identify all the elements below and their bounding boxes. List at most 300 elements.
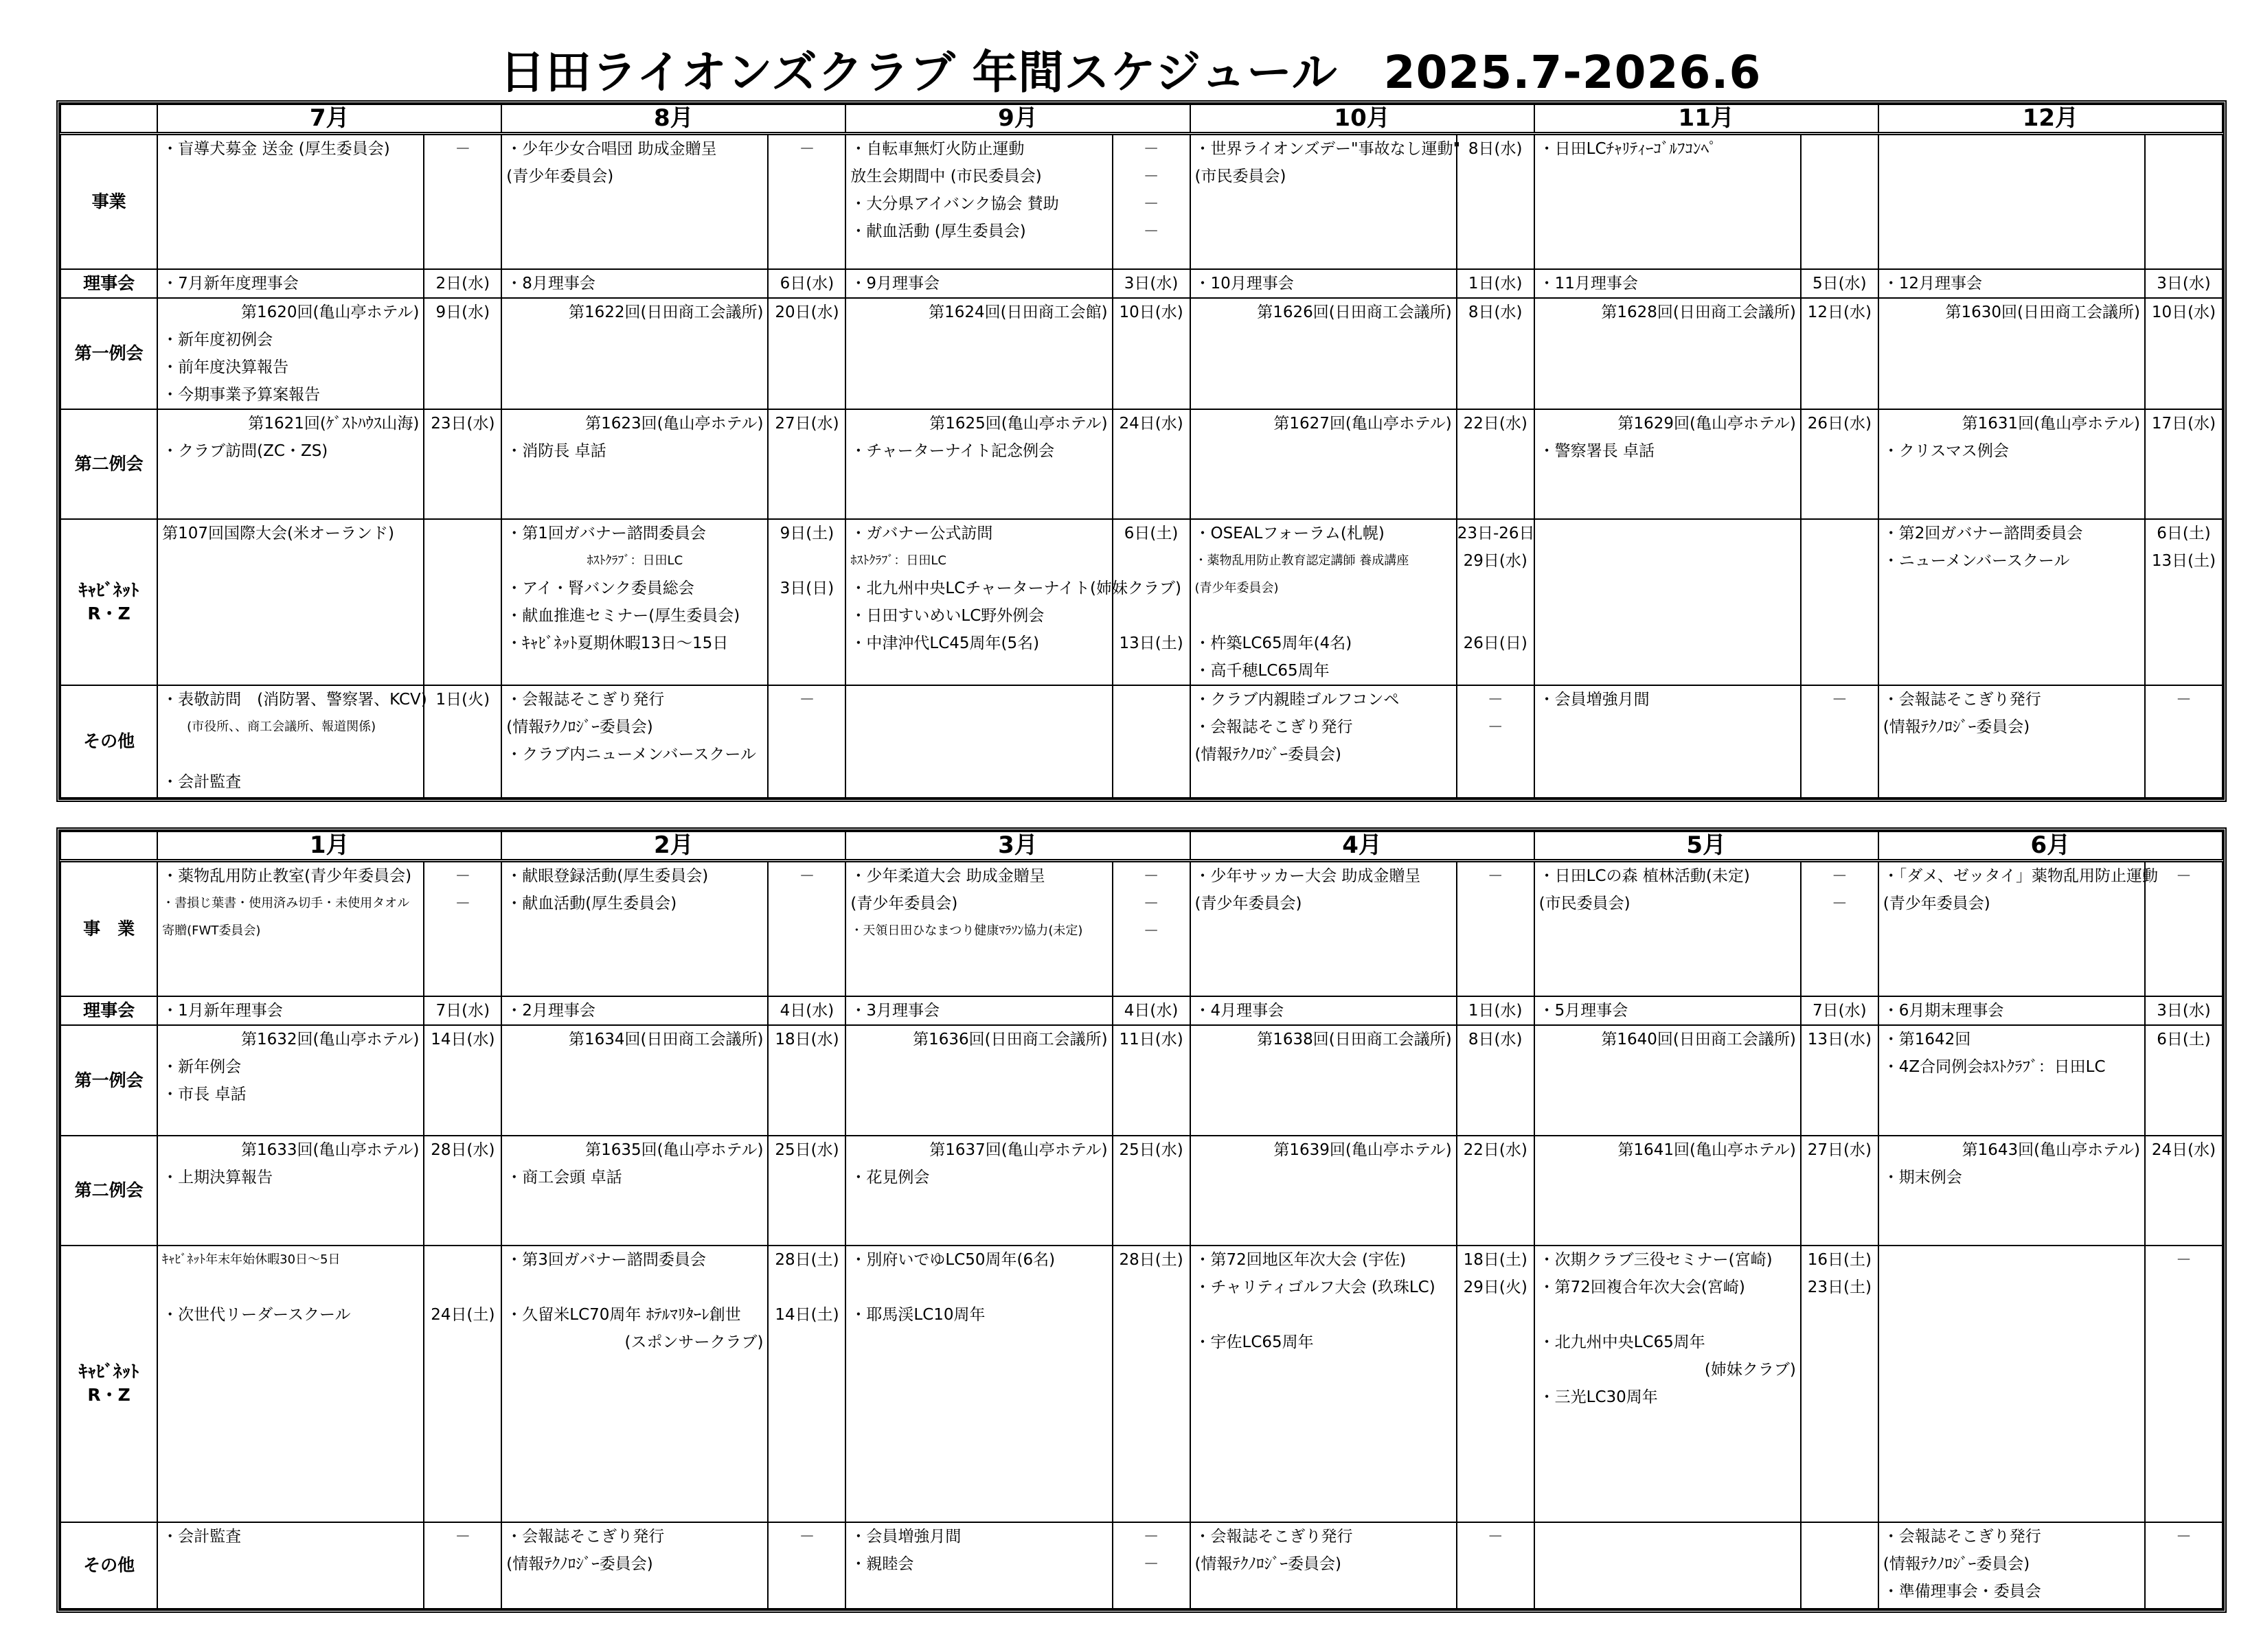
event-line: (青少年委員会) bbox=[850, 894, 958, 913]
event-line: ・第72回地区年次大会 (宇佐) bbox=[1194, 1251, 1407, 1270]
date-cell bbox=[424, 996, 501, 1025]
date-line: 25日(水) bbox=[1119, 1140, 1183, 1159]
date-cell bbox=[424, 269, 501, 298]
date-cell bbox=[1113, 409, 1190, 519]
event-line: ・期末例会 bbox=[1883, 1168, 1962, 1186]
date-cell bbox=[1801, 1136, 1878, 1246]
event-line: ・ｷｬﾋﾞﾈｯﾄ夏期休暇13日～15日 bbox=[506, 634, 729, 652]
row-label-jigyo: 事業 bbox=[60, 133, 157, 269]
event-line: ・商工会頭 卓話 bbox=[506, 1168, 622, 1186]
event-line: (情報ﾃｸﾉﾛｼﾞｰ委員会) bbox=[1883, 1555, 2030, 1573]
date-line: － bbox=[1831, 867, 1848, 885]
date-line: 20日(水) bbox=[775, 303, 839, 321]
event-cell bbox=[845, 860, 1112, 996]
event-line: ・会報誌そこぎり発行 bbox=[1194, 1527, 1353, 1546]
date-cell bbox=[424, 1025, 501, 1135]
event-line: 第1630回(日田商工会議所) bbox=[1945, 303, 2140, 321]
event-line: ・表敬訪問 (消防署、警察署、KCV) bbox=[162, 691, 427, 709]
event-line: ・献血活動(厚生委員会) bbox=[506, 894, 677, 913]
event-cell bbox=[1190, 1025, 1457, 1135]
event-line: ・6月期末理事会 bbox=[1883, 1002, 2004, 1020]
event-cell bbox=[845, 269, 1112, 298]
date-cell bbox=[1113, 1246, 1190, 1522]
month-header: 3月 bbox=[845, 831, 1190, 860]
event-line: ﾎｽﾄｸﾗﾌﾞ：日田LC bbox=[850, 553, 947, 568]
event-cell bbox=[1190, 1246, 1457, 1522]
event-line: (情報ﾃｸﾉﾛｼﾞｰ委員会) bbox=[506, 718, 653, 736]
row-label-second-meeting: 第二例会 bbox=[60, 1136, 157, 1246]
date-line: 29日(火) bbox=[1463, 1278, 1527, 1297]
date-cell bbox=[424, 685, 501, 798]
event-line: ・杵築LC65周年(4名) bbox=[1194, 634, 1352, 652]
month-header: 1月 bbox=[157, 831, 501, 860]
event-cell bbox=[1534, 996, 1801, 1025]
date-line: 27日(水) bbox=[775, 415, 839, 433]
date-line bbox=[1113, 602, 1190, 630]
event-cell bbox=[501, 1246, 768, 1522]
event-line: ・北九州中央LC65周年 bbox=[1538, 1333, 1705, 1352]
event-line: (情報ﾃｸﾉﾛｼﾞｰ委員会) bbox=[1194, 1555, 1341, 1573]
row-label-first-meeting: 第一例会 bbox=[60, 1025, 157, 1135]
date-cell bbox=[2145, 298, 2223, 409]
event-cell bbox=[157, 1136, 424, 1246]
event-line: ・中津沖代LC45周年(5名) bbox=[850, 634, 1040, 652]
date-cell bbox=[1801, 269, 1878, 298]
row-label-second-meeting: 第二例会 bbox=[60, 409, 157, 519]
event-cell bbox=[1878, 133, 2145, 269]
event-line: ・準備理事会・委員会 bbox=[1883, 1582, 2041, 1601]
date-cell bbox=[768, 269, 845, 298]
date-line: 3日(水) bbox=[2157, 275, 2211, 292]
date-cell bbox=[1113, 269, 1190, 298]
event-cell bbox=[157, 269, 424, 298]
event-cell bbox=[1534, 685, 1801, 798]
date-line: － bbox=[1487, 1527, 1503, 1546]
event-line: 第1627回(亀山亭ホテル) bbox=[1273, 415, 1452, 433]
event-cell bbox=[1878, 409, 2145, 519]
event-line: ・耶馬渓LC10周年 bbox=[850, 1306, 986, 1324]
date-line: － bbox=[1143, 921, 1159, 940]
date-line: 7日(水) bbox=[1813, 1002, 1867, 1020]
date-line: 9日(土) bbox=[780, 525, 834, 542]
event-line: ・盲導犬募金 送金 (厚生委員会) bbox=[162, 139, 390, 158]
corner-cell bbox=[60, 831, 157, 860]
date-line: 23日(水) bbox=[431, 415, 495, 433]
date-line: － bbox=[455, 1527, 471, 1546]
date-cell bbox=[768, 133, 845, 269]
event-cell bbox=[1534, 860, 1801, 996]
event-line: ・大分県アイバンク協会 賛助 bbox=[850, 194, 1059, 213]
event-cell bbox=[1878, 1136, 2145, 1246]
date-line: 3日(日) bbox=[780, 580, 834, 597]
date-line: 13日(土) bbox=[2151, 552, 2216, 570]
date-line: 6日(水) bbox=[780, 275, 834, 292]
event-line: 第1620回(亀山亭ホテル) bbox=[241, 303, 420, 321]
date-line: － bbox=[1143, 222, 1159, 240]
date-line: 22日(水) bbox=[1463, 1140, 1527, 1159]
date-line: 9日(水) bbox=[435, 303, 490, 321]
date-line: － bbox=[1143, 867, 1159, 885]
event-line: ・アイ・腎バンク委員総会 bbox=[506, 580, 694, 597]
event-cell bbox=[157, 409, 424, 519]
corner-cell bbox=[60, 104, 157, 133]
date-cell bbox=[1801, 996, 1878, 1025]
event-cell bbox=[1534, 1025, 1801, 1135]
event-line: ・親睦会 bbox=[850, 1555, 914, 1573]
date-line: 22日(水) bbox=[1463, 415, 1527, 433]
date-cell bbox=[768, 860, 845, 996]
event-cell bbox=[1534, 133, 1801, 269]
event-line: ・少年柔道大会 助成金贈呈 bbox=[850, 867, 1045, 885]
event-line: ・会員増強月間 bbox=[850, 1527, 962, 1546]
event-line: ・少年サッカー大会 助成金贈呈 bbox=[1194, 867, 1421, 885]
date-line: － bbox=[2175, 1527, 2192, 1546]
event-cell bbox=[1878, 519, 2145, 685]
date-line: － bbox=[1143, 139, 1159, 158]
date-cell bbox=[424, 409, 501, 519]
event-line: 第1639回(亀山亭ホテル) bbox=[1273, 1140, 1452, 1159]
date-cell bbox=[1113, 298, 1190, 409]
event-line: 第1628回(日田商工会議所) bbox=[1601, 303, 1796, 321]
date-cell bbox=[2145, 269, 2223, 298]
event-line: ・会報誌そこぎり発行 bbox=[506, 691, 665, 709]
event-line: 第1622回(日田商工会議所) bbox=[568, 303, 764, 321]
event-line: ・10月理事会 bbox=[1194, 275, 1294, 292]
date-line: 3日(水) bbox=[2157, 1002, 2211, 1020]
event-line: ・前年度決算報告 bbox=[162, 358, 289, 376]
date-cell bbox=[1113, 996, 1190, 1025]
date-line: 6日(土) bbox=[2157, 1031, 2211, 1049]
event-line: ・7月新年度理事会 bbox=[162, 275, 299, 292]
event-line: (青少年委員会) bbox=[1883, 894, 1990, 913]
event-line: (情報ﾃｸﾉﾛｼﾞｰ委員会) bbox=[1883, 718, 2030, 736]
date-cell bbox=[2145, 996, 2223, 1025]
month-header: 2月 bbox=[501, 831, 845, 860]
event-line: 第1621回(ｹﾞｽﾄﾊｳｽ山海) bbox=[248, 415, 420, 433]
date-cell bbox=[1113, 1136, 1190, 1246]
event-cell bbox=[501, 409, 768, 519]
event-line: (情報ﾃｸﾉﾛｼﾞｰ委員会) bbox=[506, 1555, 653, 1573]
event-cell bbox=[1878, 269, 2145, 298]
event-cell bbox=[845, 1522, 1112, 1609]
event-line: ・世界ライオンズデー"事故なし運動" bbox=[1194, 139, 1461, 158]
event-line bbox=[1191, 1301, 1456, 1329]
date-cell bbox=[2145, 133, 2223, 269]
row-rijikai bbox=[60, 996, 2223, 1025]
event-cell bbox=[1878, 298, 2145, 409]
date-line: 12日(水) bbox=[1807, 303, 1872, 321]
event-line: ・天領日田ひなまつり健康ﾏﾗｿﾝ協力(未定) bbox=[850, 923, 1083, 938]
date-cell bbox=[1801, 1522, 1878, 1609]
date-line: － bbox=[1487, 718, 1503, 736]
date-line: 14日(水) bbox=[431, 1031, 495, 1049]
date-cell bbox=[1801, 860, 1878, 996]
event-line: ・会計監査 bbox=[162, 773, 242, 791]
event-line: 第1643回(亀山亭ホテル) bbox=[1962, 1140, 2140, 1159]
date-line: 10日(水) bbox=[2151, 303, 2216, 321]
date-cell bbox=[1801, 685, 1878, 798]
event-line: ・会報誌そこぎり発行 bbox=[1883, 691, 2041, 709]
event-line: 第1625回(亀山亭ホテル) bbox=[929, 415, 1108, 433]
date-cell bbox=[1457, 1136, 1534, 1246]
row-cabinet-rz bbox=[60, 1246, 2223, 1522]
date-line: － bbox=[1143, 167, 1159, 185]
event-line: ・上期決算報告 bbox=[162, 1168, 273, 1186]
event-line: (スポンサークラブ) bbox=[624, 1333, 764, 1352]
event-line: ・12月理事会 bbox=[1883, 275, 1983, 292]
date-line: 28日(土) bbox=[775, 1251, 839, 1270]
row-label-jigyo: 事 業 bbox=[60, 860, 157, 996]
date-line bbox=[1457, 602, 1534, 630]
date-line: － bbox=[799, 1527, 815, 1546]
event-cell bbox=[1878, 996, 2145, 1025]
event-line: (市民委員会) bbox=[1538, 894, 1631, 913]
event-line: ・チャーターナイト記念例会 bbox=[850, 442, 1055, 460]
event-line: ﾎｽﾄｸﾗﾌﾞ：日田LC bbox=[587, 553, 683, 568]
date-line: 13日(土) bbox=[1119, 634, 1183, 652]
event-cell bbox=[1190, 1136, 1457, 1246]
row-second-meeting bbox=[60, 409, 2223, 519]
event-line: ・新年度初例会 bbox=[162, 331, 273, 349]
date-cell bbox=[768, 519, 845, 685]
date-cell bbox=[1457, 685, 1534, 798]
month-header-row bbox=[60, 104, 2223, 133]
event-line: ・書損じ葉書・使用済み切手・未使用タオル bbox=[162, 895, 410, 910]
event-line: ・薬物乱用防止教育認定講師 養成講座 bbox=[1194, 553, 1409, 568]
row-label-rijikai: 理事会 bbox=[60, 269, 157, 298]
date-cell bbox=[1113, 1522, 1190, 1609]
date-cell bbox=[424, 1246, 501, 1522]
date-line: － bbox=[799, 691, 815, 709]
event-line: ・11月理事会 bbox=[1538, 275, 1638, 292]
date-cell bbox=[1801, 298, 1878, 409]
date-line bbox=[1113, 547, 1190, 575]
event-line: 第1641回(亀山亭ホテル) bbox=[1617, 1140, 1796, 1159]
row-other bbox=[60, 685, 2223, 798]
row-jigyo bbox=[60, 860, 2223, 996]
event-cell bbox=[1878, 1246, 2145, 1522]
month-header: 7月 bbox=[157, 104, 501, 133]
event-line: ・献眼登録活動(厚生委員会) bbox=[506, 867, 709, 885]
event-cell bbox=[1534, 1246, 1801, 1522]
date-line: 27日(水) bbox=[1807, 1140, 1872, 1159]
date-cell bbox=[1457, 1025, 1534, 1135]
event-cell bbox=[1534, 1522, 1801, 1609]
event-line: 第1636回(日田商工会議所) bbox=[913, 1031, 1108, 1049]
event-cell bbox=[501, 298, 768, 409]
date-line: 6日(土) bbox=[2157, 525, 2211, 542]
event-line: 第1637回(亀山亭ホテル) bbox=[929, 1140, 1108, 1159]
event-cell bbox=[1190, 519, 1457, 685]
event-line: ・9月理事会 bbox=[850, 275, 940, 292]
date-line: 29日(水) bbox=[1463, 552, 1527, 570]
date-line: 26日(日) bbox=[1463, 634, 1527, 652]
month-header-row bbox=[60, 831, 2223, 860]
event-cell bbox=[157, 996, 424, 1025]
event-line: ・別府いでゆLC50周年(6名) bbox=[850, 1251, 1056, 1270]
date-line: 4日(水) bbox=[1124, 1002, 1179, 1020]
date-cell bbox=[1457, 1522, 1534, 1609]
event-line: ・1月新年理事会 bbox=[162, 1002, 283, 1020]
event-cell bbox=[845, 298, 1112, 409]
event-line: ・第3回ガバナー諮問委員会 bbox=[506, 1251, 706, 1270]
event-line bbox=[1191, 602, 1456, 630]
row-jigyo bbox=[60, 133, 2223, 269]
event-line: (市役所、、商工会議所、報道関係) bbox=[162, 720, 376, 734]
date-cell bbox=[424, 1522, 501, 1609]
event-cell bbox=[845, 996, 1112, 1025]
date-line: 25日(水) bbox=[775, 1140, 839, 1159]
row-label-cabinet-rz: ｷｬﾋﾞﾈｯﾄ R・Z bbox=[60, 519, 157, 685]
date-cell bbox=[1801, 519, 1878, 685]
event-line: ・3月理事会 bbox=[850, 1002, 940, 1020]
date-cell bbox=[1113, 519, 1190, 685]
event-line: 第1638回(日田商工会議所) bbox=[1257, 1031, 1452, 1049]
date-cell bbox=[1457, 409, 1534, 519]
schedule-table-jan-jun bbox=[56, 827, 2227, 1613]
event-line: ・会報誌そこぎり発行 bbox=[1883, 1527, 2041, 1546]
event-cell bbox=[501, 996, 768, 1025]
date-line: 5日(水) bbox=[1813, 275, 1867, 292]
event-line: ・自転車無灯火防止運動 bbox=[850, 139, 1025, 158]
event-line: ・今期事業予算案報告 bbox=[162, 386, 321, 404]
event-line: 第1629回(亀山亭ホテル) bbox=[1617, 415, 1796, 433]
event-line: ・クラブ内親睦ゴルフコンペ bbox=[1194, 691, 1400, 709]
event-line: ・クリスマス例会 bbox=[1883, 442, 2009, 460]
event-line: ・第1回ガバナー諮問委員会 bbox=[506, 525, 706, 542]
event-cell bbox=[1190, 860, 1457, 996]
event-line: ・北九州中央LCチャーターナイト(姉妹クラブ) bbox=[850, 580, 1181, 597]
date-line: 28日(土) bbox=[1119, 1251, 1183, 1270]
event-cell bbox=[1878, 860, 2158, 996]
event-line: 第1640回(日田商工会議所) bbox=[1601, 1031, 1796, 1049]
date-line: － bbox=[1831, 894, 1848, 913]
event-cell bbox=[1190, 269, 1457, 298]
event-line: 第1624回(日田商工会館) bbox=[929, 303, 1108, 321]
date-line: 13日(水) bbox=[1807, 1031, 1872, 1049]
date-cell bbox=[2145, 1522, 2223, 1609]
event-line bbox=[846, 1274, 1111, 1301]
date-cell bbox=[1457, 298, 1534, 409]
event-line: 第1631回(亀山亭ホテル) bbox=[1962, 415, 2140, 433]
month-header: 10月 bbox=[1190, 104, 1534, 133]
event-cell bbox=[157, 519, 424, 685]
event-cell bbox=[845, 133, 1112, 269]
date-cell bbox=[1801, 1246, 1878, 1522]
row-label-first-meeting: 第一例会 bbox=[60, 298, 157, 409]
event-cell bbox=[845, 685, 1112, 798]
event-line: (青少年委員会) bbox=[1194, 581, 1279, 595]
event-line: (青少年委員会) bbox=[1194, 894, 1302, 913]
event-line: ・日田LCﾁｬﾘﾃｨｰｺﾞﾙﾌｺﾝﾍﾟ bbox=[1538, 139, 1717, 158]
event-cell bbox=[1190, 409, 1457, 519]
date-line: 11日(水) bbox=[1119, 1031, 1183, 1049]
date-line: － bbox=[799, 867, 815, 885]
date-line bbox=[1457, 575, 1534, 602]
event-line: 第1632回(亀山亭ホテル) bbox=[241, 1031, 420, 1049]
date-cell bbox=[768, 1522, 845, 1609]
event-line: ・会報誌そこぎり発行 bbox=[506, 1527, 665, 1546]
month-header: 9月 bbox=[845, 104, 1190, 133]
event-line: ・次期クラブ三役セミナー(宮崎) bbox=[1538, 1251, 1773, 1270]
event-line: ・高千穂LC65周年 bbox=[1194, 662, 1330, 680]
event-line: ・会員増強月間 bbox=[1538, 691, 1650, 709]
date-line: 17日(水) bbox=[2151, 415, 2216, 433]
date-line: 24日(土) bbox=[431, 1306, 495, 1324]
date-line: － bbox=[1143, 894, 1159, 913]
event-cell bbox=[1534, 298, 1801, 409]
event-line: ・献血推進セミナー(厚生委員会) bbox=[506, 607, 740, 625]
event-cell bbox=[157, 1246, 424, 1522]
date-line: 7日(水) bbox=[435, 1002, 490, 1020]
row-first-meeting bbox=[60, 298, 2223, 409]
date-line: － bbox=[799, 139, 815, 158]
month-header: 5月 bbox=[1534, 831, 1878, 860]
date-cell bbox=[768, 996, 845, 1025]
date-cell bbox=[424, 860, 501, 996]
event-line: ・第72回複合年次大会(宮崎) bbox=[1538, 1278, 1745, 1297]
date-cell bbox=[2145, 1025, 2223, 1135]
date-line: 6日(土) bbox=[1124, 525, 1179, 542]
date-line: 24日(水) bbox=[2151, 1140, 2216, 1159]
schedule-grid bbox=[60, 104, 2223, 799]
event-line: 第1633回(亀山亭ホテル) bbox=[241, 1140, 420, 1159]
event-line bbox=[158, 741, 423, 768]
event-cell bbox=[1534, 1136, 1801, 1246]
date-line: 26日(水) bbox=[1807, 415, 1872, 433]
date-cell bbox=[1801, 409, 1878, 519]
event-line: ・少年少女合唱団 助成金贈呈 bbox=[506, 139, 717, 158]
row-second-meeting bbox=[60, 1136, 2223, 1246]
date-line bbox=[769, 1274, 845, 1301]
date-cell bbox=[424, 133, 501, 269]
event-line: ｷｬﾋﾞﾈｯﾄ年末年始休暇30日～5日 bbox=[162, 1252, 341, 1267]
event-line: (市民委員会) bbox=[1194, 167, 1286, 185]
row-rijikai bbox=[60, 269, 2223, 298]
event-line: ・2月理事会 bbox=[506, 1002, 595, 1020]
date-cell bbox=[768, 1246, 845, 1522]
date-line: － bbox=[455, 139, 471, 158]
row-first-meeting bbox=[60, 1025, 2223, 1135]
event-cell bbox=[1190, 996, 1457, 1025]
event-cell bbox=[1190, 298, 1457, 409]
date-line bbox=[424, 1274, 501, 1301]
event-cell bbox=[501, 133, 768, 269]
row-label-other: その他 bbox=[60, 1522, 157, 1609]
event-line bbox=[502, 1274, 767, 1301]
event-line: ・会計監査 bbox=[162, 1527, 242, 1546]
event-line: ・第1642回 bbox=[1883, 1031, 1971, 1049]
date-line: 2日(水) bbox=[435, 275, 490, 292]
date-line: 1日(水) bbox=[1468, 1002, 1523, 1020]
event-cell bbox=[501, 269, 768, 298]
event-cell bbox=[1190, 133, 1461, 269]
event-line: 第1626回(日田商工会議所) bbox=[1257, 303, 1452, 321]
date-line: 1日(火) bbox=[435, 691, 490, 709]
event-line: ・市長 卓話 bbox=[162, 1086, 247, 1104]
date-cell bbox=[1457, 133, 1534, 269]
event-cell bbox=[1878, 1522, 2145, 1609]
date-line: 8日(水) bbox=[1468, 303, 1523, 321]
event-line: 放生会期間中 (市民委員会) bbox=[850, 167, 1042, 185]
event-line: ・チャリティゴルフ大会 (玖珠LC) bbox=[1194, 1278, 1435, 1297]
date-line: － bbox=[455, 867, 471, 885]
date-line: 23日(土) bbox=[1807, 1278, 1872, 1297]
date-cell bbox=[1457, 996, 1534, 1025]
event-line: (青少年委員会) bbox=[506, 167, 614, 185]
event-cell bbox=[845, 1025, 1112, 1135]
date-cell bbox=[768, 298, 845, 409]
